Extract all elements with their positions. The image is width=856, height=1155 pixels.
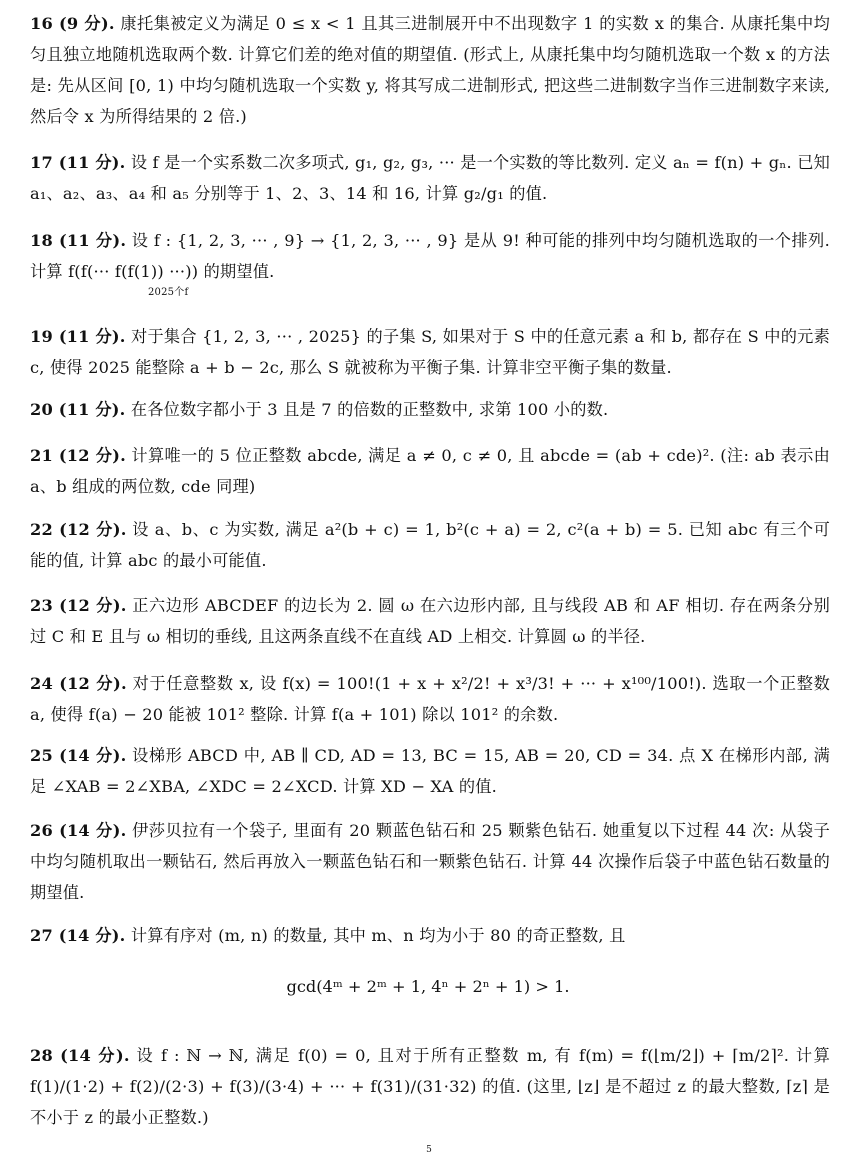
problem-19 xyxy=(30,321,830,383)
problem-number: 18 (11 分). xyxy=(30,231,127,250)
problem-text: 对于集合 {1, 2, 3, ··· , 2025} 的子集 S, 如果对于 S 中的任意元素 a 和 b, 都存在 S 中的元素 c, 使得 2025 能整除 a + b − 2c, 那么 S 就被称为平衡子集. 计算非空平衡子集的数量. xyxy=(30,327,830,377)
display-equation: gcd(4ᵐ + 2ᵐ + 1, 4ⁿ + 2ⁿ + 1) > 1. xyxy=(286,977,570,996)
problem-27 xyxy=(30,920,830,951)
problem-26 xyxy=(30,815,830,908)
problem-17 xyxy=(30,147,830,209)
problem-number: 17 (11 分). xyxy=(30,153,126,172)
problem-text: 设 f : {1, 2, 3, ··· , 9} → {1, 2, 3, ··· , 9} 是从 9! 种可能的排列中均匀随机选取的一个排列. 计算 f(f(··· f(f(1)) ···)) 的期望值. xyxy=(30,231,830,281)
problem-21 xyxy=(30,440,830,502)
problem-number: 21 (12 分). xyxy=(30,446,126,465)
problem-number: 23 (12 分). xyxy=(30,596,127,615)
problem-25 xyxy=(30,740,830,802)
problem-text: 在各位数字都小于 3 且是 7 的倍数的正整数中, 求第 100 小的数. xyxy=(125,400,609,419)
problem-20 xyxy=(30,394,830,425)
problem-number: 25 (14 分). xyxy=(30,746,127,765)
problem-24 xyxy=(30,668,830,730)
problem-text: 对于任意整数 x, 设 f(x) = 100!(1 + x + x²/2! + x³/3! + ··· + x¹⁰⁰/100!). 选取一个正整数 a, 使得 f(a) − 20 能被 101² 整除. 计算 f(a + 101) 除以 101² 的余数. xyxy=(30,674,830,724)
brace-label: 2025个f xyxy=(148,287,189,298)
problem-text: 计算有序对 (m, n) 的数量, 其中 m、n 均为小于 80 的奇正整数, 且 xyxy=(125,926,626,945)
problem-text: 伊莎贝拉有一个袋子, 里面有 20 颗蓝色钻石和 25 颗紫色钻石. 她重复以下过程 44 次: 从袋子中均匀随机取出一颗钻石, 然后再放入一颗蓝色钻石和一颗紫色钻石. 计算 44 次操作后袋子中蓝色钻石数量的期望值. xyxy=(30,821,831,902)
problem-22 xyxy=(30,514,830,576)
problem-text: 设 a、b、c 为实数, 满足 a²(b + c) = 1, b²(c + a) = 2, c²(a + b) = 5. 已知 abc 有三个可能的值, 计算 abc 的最小可能值. xyxy=(30,520,831,570)
problem-text: 设 f : ℕ → ℕ, 满足 f(0) = 0, 且对于所有正整数 m, 有 f(m) = f(⌊m/2⌋) + ⌈m/2⌉². 计算 f(1)/(1·2) + f(2)/(2·3) + f(3)/(3·4) + ··· + f(31)/(31·32) 的值. (这里, ⌊z⌋ 是不超过 z 的最大整数, ⌈z⌉ 是不小于 z 的最小正整数.) xyxy=(30,1046,830,1127)
problem-number: 26 (14 分). xyxy=(30,821,127,840)
problem-text: 正六边形 ABCDEF 的边长为 2. 圆 ω 在六边形内部, 且与线段 AB 和 AF 相切. 存在两条分别过 C 和 E 且与 ω 相切的垂线, 且这两条直线不在直线 AD 上相交. 计算圆 ω 的半径. xyxy=(30,596,830,646)
problem-number: 19 (11 分). xyxy=(30,327,126,346)
problem-18 xyxy=(30,225,830,298)
problem-number: 20 (11 分). xyxy=(30,400,126,419)
page-number: 5 xyxy=(426,1145,432,1155)
problem-number: 24 (12 分). xyxy=(30,674,127,693)
problem-23 xyxy=(30,590,830,652)
problem-number: 22 (12 分). xyxy=(30,520,127,539)
problem-text: 设梯形 ABCD 中, AB ∥ CD, AD = 13, BC = 15, AB = 20, CD = 34. 点 X 在梯形内部, 满足 ∠XAB = 2∠XBA, ∠XDC = 2∠XCD. 计算 XD − XA 的值. xyxy=(30,746,830,796)
problem-16 xyxy=(30,8,830,132)
problem-number: 27 (14 分). xyxy=(30,926,126,945)
problem-number: 28 (14 分). xyxy=(30,1046,130,1065)
problem-text: 康托集被定义为满足 0 ≤ x < 1 且其三进制展开中不出现数字 1 的实数 x 的集合. 从康托集中均匀且独立地随机选取两个数. 计算它们差的绝对值的期望值. (形式上, 从康托集中均匀随机选取一个数 x 的方法是: 先从区间 [0, 1) 中均匀随机选取一个实数 y, 将其写成二进制形式, 把这些二进制数字当作三进制数字来读, 然后令 x 为所得结果的 2 倍.) xyxy=(30,14,830,126)
problem-number: 16 (9 分). xyxy=(30,14,115,33)
problem-text: 计算唯一的 5 位正整数 abcde, 满足 a ≠ 0, c ≠ 0, 且 abcde = (ab + cde)². (注: ab 表示由 a、b 组成的两位数, cde 同理) xyxy=(30,446,830,496)
problem-28 xyxy=(30,1040,830,1133)
problem-text: 设 f 是一个实系数二次多项式, g₁, g₂, g₃, ··· 是一个实数的等比数列. 定义 aₙ = f(n) + gₙ. 已知 a₁、a₂、a₃、a₄ 和 a₅ 分别等于 1、2、3、14 和 16, 计算 g₂/g₁ 的值. xyxy=(30,153,830,203)
